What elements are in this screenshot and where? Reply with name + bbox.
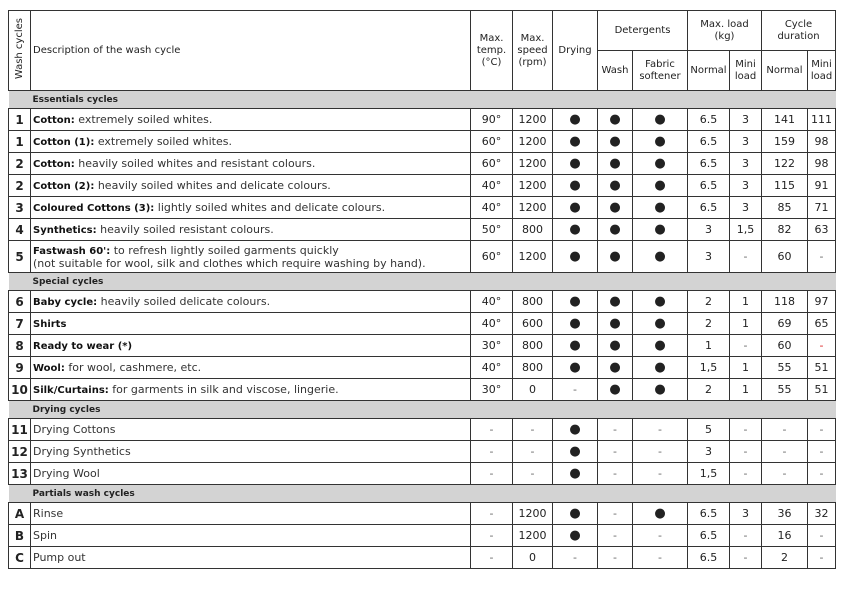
cycle-name: Cotton (1): <box>33 137 95 148</box>
fabric-softener-cell: ● <box>633 503 688 525</box>
detergents-header: Detergents <box>598 11 688 51</box>
wash-cycles-label: Wash cycles <box>13 17 25 80</box>
cycle-note: (not suitable for wool, silk and clothes which require washing by hand). <box>33 256 426 270</box>
cycle-name: Cotton (2): <box>33 181 95 192</box>
drying-cell: ● <box>553 241 598 273</box>
max-temp-cell: 90° <box>471 109 513 131</box>
max-speed-cell: 1200 <box>513 131 553 153</box>
duration-normal-header: Normal <box>762 51 808 91</box>
duration-mini-cell: 51 <box>808 379 836 401</box>
drying-cell: ● <box>553 197 598 219</box>
max-speed-cell: 800 <box>513 357 553 379</box>
cycle-number: C <box>9 547 31 569</box>
wash-detergent-cell: ● <box>598 153 633 175</box>
max-load-mini-cell: - <box>730 441 762 463</box>
max-load-mini-cell: 1 <box>730 313 762 335</box>
max-temp-cell: 60° <box>471 241 513 273</box>
section-title: Special cycles <box>31 273 836 291</box>
max-temp-cell: - <box>471 419 513 441</box>
table-body <box>9 91 836 569</box>
fabric-softener-cell: - <box>633 441 688 463</box>
cycle-text: Spin <box>33 529 57 542</box>
duration-mini-cell: 71 <box>808 197 836 219</box>
duration-normal-cell: 55 <box>762 357 808 379</box>
cycle-text: to refresh lightly soiled garments quickly <box>110 243 339 257</box>
cycle-number: A <box>9 503 31 525</box>
duration-mini-cell: - <box>808 241 836 273</box>
cycle-text: Rinse <box>33 507 64 520</box>
cycle-name: Cotton: <box>33 115 75 126</box>
section-spacer <box>9 91 31 109</box>
wash-detergent-cell: ● <box>598 313 633 335</box>
duration-mini-cell: 98 <box>808 131 836 153</box>
cycle-description <box>31 335 471 357</box>
cycle-text: lightly soiled whites and delicate colours. <box>154 201 386 214</box>
max-temp-cell: - <box>471 525 513 547</box>
cycle-name: Wool: <box>33 363 65 374</box>
wash-cycles-table <box>8 10 836 569</box>
fabric-softener-cell: - <box>633 525 688 547</box>
drying-header: Drying <box>553 11 598 91</box>
max-load-normal-cell: 6.5 <box>688 547 730 569</box>
table-row <box>9 241 836 273</box>
max-load-header: Max. load (kg) <box>688 11 762 51</box>
max-load-mini-cell: 3 <box>730 503 762 525</box>
fabric-softener-cell: - <box>633 547 688 569</box>
table-row <box>9 525 836 547</box>
duration-normal-cell: 115 <box>762 175 808 197</box>
max-speed-cell: 1200 <box>513 503 553 525</box>
table-row <box>9 313 836 335</box>
duration-normal-cell: 36 <box>762 503 808 525</box>
cycle-name: Fastwash 60': <box>33 245 111 257</box>
duration-mini-cell: 98 <box>808 153 836 175</box>
table-row <box>9 109 836 131</box>
max-load-normal-cell: 6.5 <box>688 525 730 547</box>
cycle-number: 1 <box>9 131 31 153</box>
max-speed-cell: 1200 <box>513 153 553 175</box>
duration-mini-cell: 51 <box>808 357 836 379</box>
table-row <box>9 419 836 441</box>
drying-cell: ● <box>553 335 598 357</box>
cycle-number: 9 <box>9 357 31 379</box>
table-row <box>9 175 836 197</box>
cycle-number: 11 <box>9 419 31 441</box>
max-load-normal-cell: 2 <box>688 291 730 313</box>
cycle-number: 2 <box>9 153 31 175</box>
max-load-normal-cell: 2 <box>688 313 730 335</box>
wash-detergent-cell: - <box>598 419 633 441</box>
max-load-mini-cell: - <box>730 525 762 547</box>
duration-normal-cell: 60 <box>762 335 808 357</box>
cycle-text: heavily soiled delicate colours. <box>97 295 271 308</box>
max-temp-cell: 40° <box>471 313 513 335</box>
drying-cell: - <box>553 379 598 401</box>
fabric-softener-cell: ● <box>633 219 688 241</box>
max-load-normal-cell: 3 <box>688 241 730 273</box>
section-row <box>9 273 836 291</box>
wash-detergent-cell: ● <box>598 175 633 197</box>
max-load-mini-cell: 3 <box>730 131 762 153</box>
fabric-softener-cell: ● <box>633 313 688 335</box>
drying-cell: ● <box>553 313 598 335</box>
max-load-normal-cell: 2 <box>688 379 730 401</box>
max-temp-cell: 40° <box>471 357 513 379</box>
fabric-softener-cell: ● <box>633 241 688 273</box>
cycle-number: 7 <box>9 313 31 335</box>
max-temp-cell: - <box>471 547 513 569</box>
duration-normal-cell: 118 <box>762 291 808 313</box>
max-load-mini-cell: 1 <box>730 379 762 401</box>
max-load-mini-cell: 3 <box>730 175 762 197</box>
duration-normal-cell: 60 <box>762 241 808 273</box>
table-row <box>9 131 836 153</box>
duration-normal-cell: 141 <box>762 109 808 131</box>
cycle-name: Synthetics: <box>33 225 97 236</box>
cycle-description <box>31 525 471 547</box>
cycle-text: for wool, cashmere, etc. <box>64 361 202 374</box>
max-load-mini-cell: 1,5 <box>730 219 762 241</box>
max-load-mini-cell: - <box>730 419 762 441</box>
duration-mini-cell: 63 <box>808 219 836 241</box>
cycle-number: 6 <box>9 291 31 313</box>
drying-cell: ● <box>553 291 598 313</box>
drying-cell: ● <box>553 131 598 153</box>
cycle-name: Cotton: <box>33 159 75 170</box>
max-load-mini-cell: 1 <box>730 357 762 379</box>
section-title: Essentials cycles <box>31 91 836 109</box>
max-load-mini-cell: 1 <box>730 291 762 313</box>
duration-normal-cell: - <box>762 441 808 463</box>
cycle-description <box>31 153 471 175</box>
max-temp-cell: 50° <box>471 219 513 241</box>
max-load-normal-cell: 6.5 <box>688 153 730 175</box>
max-temp-header: Max. temp. (°C) <box>471 11 513 91</box>
max-speed-cell: 600 <box>513 313 553 335</box>
max-load-mini-cell: 3 <box>730 197 762 219</box>
max-speed-cell: 0 <box>513 379 553 401</box>
max-load-mini-cell: - <box>730 241 762 273</box>
duration-normal-cell: 55 <box>762 379 808 401</box>
cycle-name: Coloured Cottons (3): <box>33 203 155 214</box>
cycle-text: Drying Cottons <box>33 423 116 436</box>
section-row <box>9 401 836 419</box>
drying-cell: ● <box>553 357 598 379</box>
max-speed-cell: 800 <box>513 335 553 357</box>
cycle-description <box>31 441 471 463</box>
duration-mini-cell: - <box>808 525 836 547</box>
load-normal-header: Normal <box>688 51 730 91</box>
table-row <box>9 503 836 525</box>
duration-normal-cell: 85 <box>762 197 808 219</box>
cycle-description <box>31 463 471 485</box>
wash-detergent-cell: ● <box>598 241 633 273</box>
cycle-description <box>31 503 471 525</box>
wash-detergent-cell: - <box>598 525 633 547</box>
cycle-number: 10 <box>9 379 31 401</box>
max-speed-cell: 800 <box>513 291 553 313</box>
max-speed-cell: - <box>513 441 553 463</box>
wash-detergent-cell: - <box>598 503 633 525</box>
max-load-mini-cell: - <box>730 335 762 357</box>
max-load-normal-cell: 6.5 <box>688 197 730 219</box>
max-load-normal-cell: 1 <box>688 335 730 357</box>
fabric-softener-cell: ● <box>633 109 688 131</box>
max-temp-cell: 40° <box>471 197 513 219</box>
max-speed-cell: 1200 <box>513 197 553 219</box>
max-temp-cell: 60° <box>471 153 513 175</box>
max-load-mini-cell: - <box>730 547 762 569</box>
fabric-softener-cell: ● <box>633 197 688 219</box>
max-load-normal-cell: 6.5 <box>688 109 730 131</box>
fabric-softener-cell: - <box>633 463 688 485</box>
cycle-text: heavily soiled whites and resistant colours. <box>74 157 316 170</box>
max-speed-cell: 1200 <box>513 241 553 273</box>
fabric-softener-cell: ● <box>633 175 688 197</box>
duration-normal-cell: 122 <box>762 153 808 175</box>
wash-detergent-cell: ● <box>598 109 633 131</box>
wash-detergent-cell: ● <box>598 379 633 401</box>
drying-cell: ● <box>553 503 598 525</box>
duration-mini-cell: - <box>808 547 836 569</box>
duration-mini-cell: - <box>808 441 836 463</box>
cycle-text: for garments in silk and viscose, lingerie. <box>108 383 339 396</box>
cycle-description <box>31 313 471 335</box>
max-load-normal-cell: 3 <box>688 441 730 463</box>
cycle-number: 13 <box>9 463 31 485</box>
table-row <box>9 441 836 463</box>
section-spacer <box>9 401 31 419</box>
duration-mini-cell: - <box>808 419 836 441</box>
duration-normal-cell: 82 <box>762 219 808 241</box>
duration-normal-cell: 159 <box>762 131 808 153</box>
cycle-text: Drying Wool <box>33 467 100 480</box>
duration-normal-cell: 69 <box>762 313 808 335</box>
drying-cell: - <box>553 547 598 569</box>
max-speed-cell: 1200 <box>513 525 553 547</box>
max-temp-cell: 60° <box>471 131 513 153</box>
max-load-mini-cell: 3 <box>730 109 762 131</box>
table-row <box>9 547 836 569</box>
max-load-normal-cell: 6.5 <box>688 131 730 153</box>
max-temp-cell: 30° <box>471 335 513 357</box>
drying-cell: ● <box>553 175 598 197</box>
max-speed-header: Max. speed (rpm) <box>513 11 553 91</box>
cycle-description <box>31 241 471 273</box>
drying-cell: ● <box>553 153 598 175</box>
duration-normal-cell: 16 <box>762 525 808 547</box>
cycle-number: 12 <box>9 441 31 463</box>
wash-detergent-cell: ● <box>598 357 633 379</box>
wash-header: Wash <box>598 51 633 91</box>
cycle-description <box>31 131 471 153</box>
wash-detergent-cell: ● <box>598 197 633 219</box>
max-load-normal-cell: 6.5 <box>688 175 730 197</box>
cycle-text: extremely soiled whites. <box>94 135 232 148</box>
cycle-name: Ready to wear (*) <box>33 341 133 352</box>
drying-cell: ● <box>553 219 598 241</box>
max-speed-cell: - <box>513 463 553 485</box>
duration-mini-cell: 111 <box>808 109 836 131</box>
max-load-mini-cell: - <box>730 463 762 485</box>
duration-mini-cell: - <box>808 463 836 485</box>
drying-cell: ● <box>553 525 598 547</box>
duration-mini-cell: 97 <box>808 291 836 313</box>
max-temp-cell: 40° <box>471 175 513 197</box>
section-spacer <box>9 485 31 503</box>
fabric-softener-cell: ● <box>633 291 688 313</box>
cycle-number: 1 <box>9 109 31 131</box>
table-row <box>9 335 836 357</box>
max-temp-cell: 30° <box>471 379 513 401</box>
drying-cell: ● <box>553 441 598 463</box>
cycle-description <box>31 197 471 219</box>
duration-mini-cell: 32 <box>808 503 836 525</box>
section-row <box>9 485 836 503</box>
cycle-number: 4 <box>9 219 31 241</box>
max-speed-cell: 1200 <box>513 175 553 197</box>
fabric-softener-cell: ● <box>633 357 688 379</box>
fabric-softener-cell: - <box>633 419 688 441</box>
duration-mini-header: Mini load <box>808 51 836 91</box>
cycle-description <box>31 547 471 569</box>
cycle-name: Silk/Curtains: <box>33 385 109 396</box>
table-row <box>9 153 836 175</box>
duration-mini-cell: 91 <box>808 175 836 197</box>
drying-cell: ● <box>553 463 598 485</box>
max-speed-cell: 800 <box>513 219 553 241</box>
drying-cell: ● <box>553 419 598 441</box>
duration-mini-cell: 65 <box>808 313 836 335</box>
table-row <box>9 291 836 313</box>
cycle-number: 2 <box>9 175 31 197</box>
description-header: Description of the wash cycle <box>31 11 471 91</box>
cycle-number: 3 <box>9 197 31 219</box>
cycle-description <box>31 357 471 379</box>
cycle-duration-header: Cycle duration <box>762 11 836 51</box>
max-load-mini-cell: 3 <box>730 153 762 175</box>
fabric-softener-header: Fabric softener <box>633 51 688 91</box>
max-load-normal-cell: 1,5 <box>688 357 730 379</box>
fabric-softener-cell: ● <box>633 153 688 175</box>
max-load-normal-cell: 5 <box>688 419 730 441</box>
fabric-softener-cell: ● <box>633 379 688 401</box>
table-row <box>9 463 836 485</box>
max-speed-cell: 1200 <box>513 109 553 131</box>
max-load-normal-cell: 6.5 <box>688 503 730 525</box>
section-row <box>9 91 836 109</box>
cycle-name: Shirts <box>33 319 67 330</box>
wash-detergent-cell: - <box>598 441 633 463</box>
duration-normal-cell: 2 <box>762 547 808 569</box>
cycle-description <box>31 419 471 441</box>
fabric-softener-cell: ● <box>633 335 688 357</box>
cycle-number: 8 <box>9 335 31 357</box>
table-row <box>9 197 836 219</box>
cycle-number: B <box>9 525 31 547</box>
cycle-text: Pump out <box>33 551 86 564</box>
wash-detergent-cell: ● <box>598 335 633 357</box>
table-row <box>9 379 836 401</box>
load-mini-header: Mini load <box>730 51 762 91</box>
duration-mini-cell: - <box>808 335 836 357</box>
cycle-description <box>31 109 471 131</box>
wash-detergent-cell: ● <box>598 219 633 241</box>
cycle-text: heavily soiled whites and delicate colours. <box>94 179 331 192</box>
max-load-normal-cell: 1,5 <box>688 463 730 485</box>
wash-detergent-cell: ● <box>598 131 633 153</box>
max-speed-cell: 0 <box>513 547 553 569</box>
max-temp-cell: 40° <box>471 291 513 313</box>
cycle-description <box>31 291 471 313</box>
table-row <box>9 219 836 241</box>
fabric-softener-cell: ● <box>633 131 688 153</box>
table-row <box>9 357 836 379</box>
cycle-description <box>31 379 471 401</box>
max-load-normal-cell: 3 <box>688 219 730 241</box>
duration-normal-cell: - <box>762 419 808 441</box>
wash-detergent-cell: - <box>598 463 633 485</box>
wash-detergent-cell: - <box>598 547 633 569</box>
section-title: Drying cycles <box>31 401 836 419</box>
cycle-text: heavily soiled resistant colours. <box>96 223 274 236</box>
wash-detergent-cell: ● <box>598 291 633 313</box>
max-speed-cell: - <box>513 419 553 441</box>
max-temp-cell: - <box>471 503 513 525</box>
wash-cycles-header <box>9 11 31 91</box>
cycle-text: extremely soiled whites. <box>74 113 213 126</box>
section-title: Partials wash cycles <box>31 485 836 503</box>
cycle-number: 5 <box>9 241 31 273</box>
cycle-description <box>31 219 471 241</box>
duration-normal-cell: - <box>762 463 808 485</box>
cycle-text: Drying Synthetics <box>33 445 131 458</box>
section-spacer <box>9 273 31 291</box>
max-temp-cell: - <box>471 441 513 463</box>
drying-cell: ● <box>553 109 598 131</box>
max-temp-cell: - <box>471 463 513 485</box>
cycle-name: Baby cycle: <box>33 297 98 308</box>
cycle-description <box>31 175 471 197</box>
